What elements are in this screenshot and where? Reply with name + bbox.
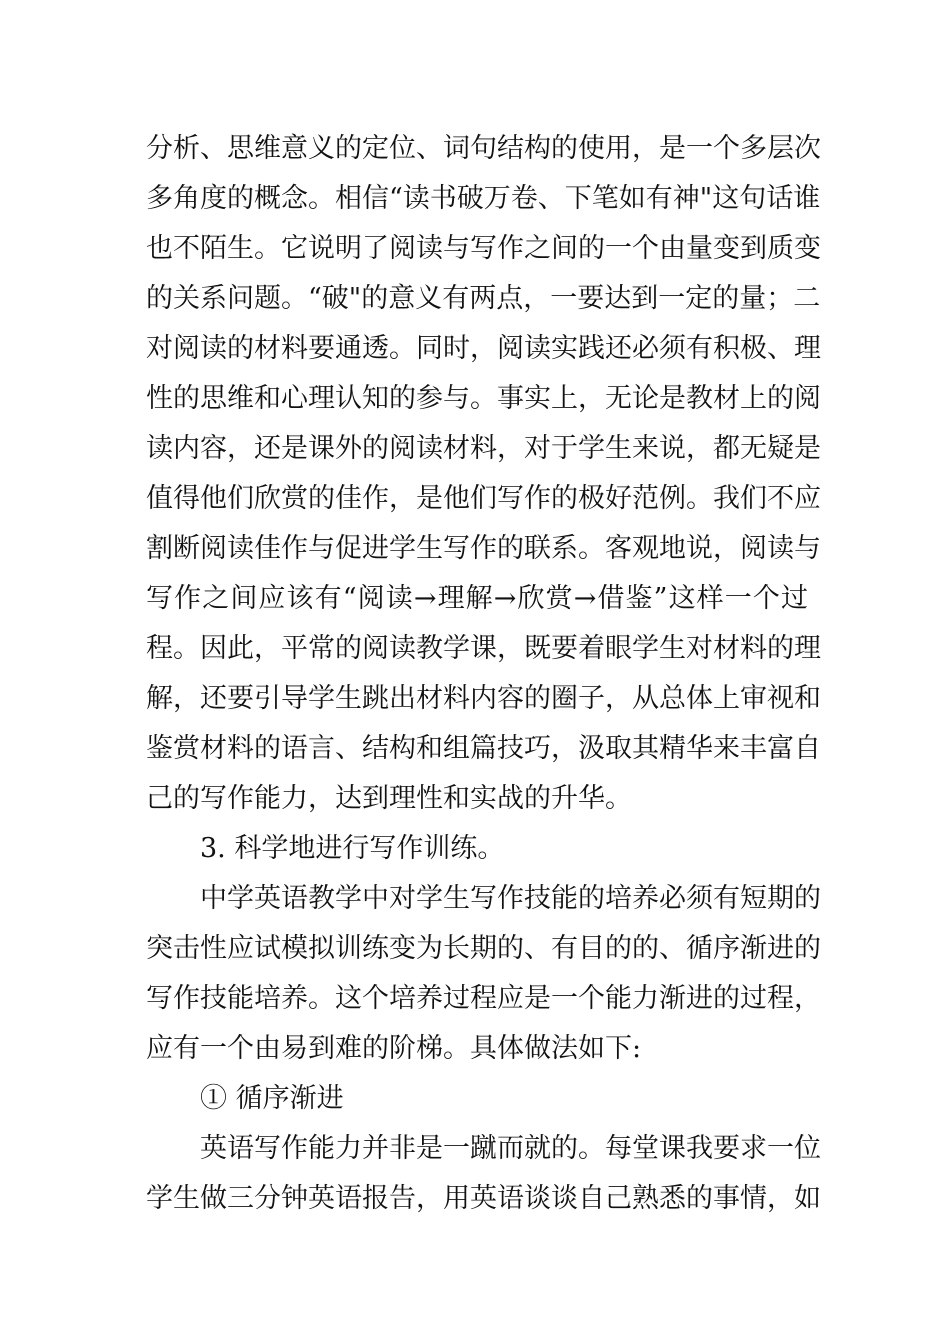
text-line: 写作技能培养。这个培养过程应是一个能力渐进的过程， (146, 983, 821, 1014)
text-line: 己的写作能力，达到理性和实战的升华。 (146, 783, 632, 814)
text-line: 鉴赏材料的语言、结构和组篇技巧，汲取其精华来丰富自 (146, 733, 821, 764)
text-line: 多角度的概念。相信“读书破万卷、下笔如有神"这句话谁 (146, 183, 821, 214)
text-line: 对阅读的材料要通透。同时，阅读实践还必须有积极、理 (146, 333, 821, 364)
text-line: 应有一个由易到难的阶梯。具体做法如下: (146, 1033, 642, 1064)
text-line: 突击性应试模拟训练变为长期的、有目的的、循序渐进的 (146, 933, 821, 964)
text-line: 性的思维和心理认知的参与。事实上，无论是教材上的阅 (146, 383, 821, 414)
paragraph-first-line: 英语写作能力并非是一蹴而就的。每堂课我要求一位 (200, 1133, 821, 1164)
section-heading: 3. 科学地进行写作训练。 (200, 833, 505, 864)
text-line: 也不陌生。它说明了阅读与写作之间的一个由量变到质变 (146, 233, 821, 264)
text-line: 程。因此，平常的阅读教学课，既要着眼学生对材料的理 (146, 633, 821, 664)
text-line: 解，还要引导学生跳出材料内容的圈子，从总体上审视和 (146, 683, 821, 714)
text-line: 分析、思维意义的定位、词句结构的使用，是一个多层次 (146, 133, 821, 164)
text-line: 写作之间应该有“阅读→理解→欣赏→借鉴”这样一个过 (146, 583, 808, 614)
text-line: 值得他们欣赏的佳作，是他们写作的极好范例。我们不应 (146, 483, 821, 514)
subsection-heading: ① 循序渐进 (200, 1083, 344, 1114)
text-line: 学生做三分钟英语报告，用英语谈谈自己熟悉的事情，如 (146, 1183, 821, 1214)
text-line: 割断阅读佳作与促进学生写作的联系。客观地说，阅读与 (146, 533, 821, 564)
paragraph-first-line: 中学英语教学中对学生写作技能的培养必须有短期的 (200, 883, 821, 914)
text-line: 的关系问题。“破"的意义有两点，一要达到一定的量；二 (146, 283, 821, 314)
text-line: 读内容，还是课外的阅读材料，对于学生来说，都无疑是 (146, 433, 821, 464)
document-body (146, 124, 821, 1224)
